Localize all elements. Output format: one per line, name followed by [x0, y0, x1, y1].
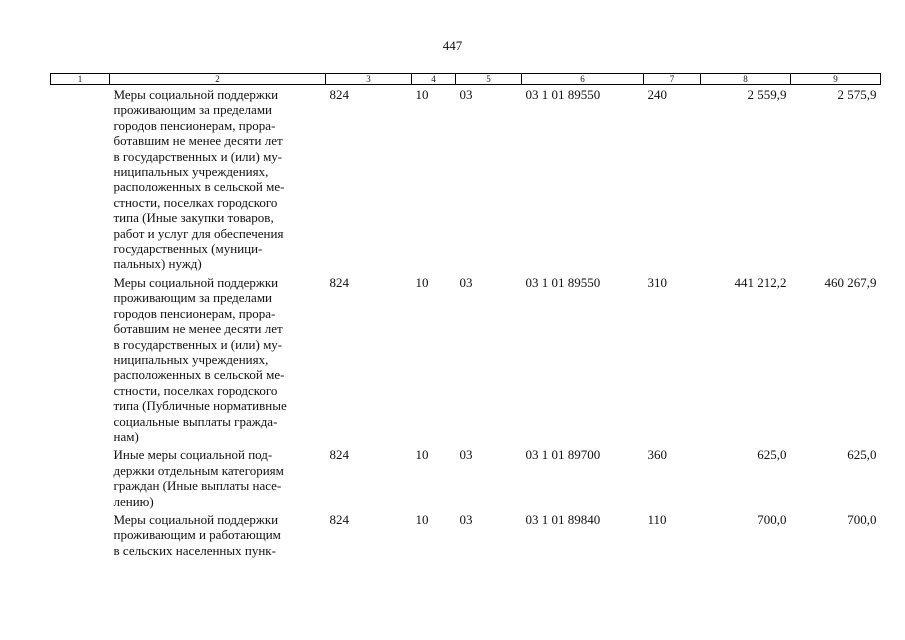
row-name-line: ниципальных учреждениях, [113, 164, 269, 180]
section-code-cell: 10 [415, 274, 429, 290]
ministry-code-cell: 824 [329, 447, 349, 463]
row-name-line: государственных (муници- [113, 241, 263, 257]
row-name-line: ботавшим не менее десяти лет [113, 321, 283, 337]
subsection-code-cell: 03 [459, 511, 473, 527]
expense-type-cell: 360 [647, 447, 667, 463]
row-name-cell [110, 273, 326, 445]
row-name-line: нам) [113, 428, 139, 444]
column-header-6: 6 [522, 74, 644, 85]
row-name-line: ниципальных учреждениях, [113, 351, 269, 367]
column-header-7: 7 [644, 74, 701, 85]
target-article-cell: 03 1 01 89700 [525, 447, 601, 463]
row-name-cell [110, 510, 326, 559]
row-name-line: Меры социальной поддержки [113, 511, 279, 527]
amount-year-1-cell: 625,0 [757, 447, 787, 463]
table-row [51, 510, 881, 559]
row-name-line: типа (Иные закупки товаров, [113, 210, 274, 226]
table-row [51, 85, 881, 273]
budget-table [50, 73, 881, 559]
amount-year-1-cell: 441 212,2 [734, 274, 787, 290]
row-name-line: расположенных в сельской ме- [113, 179, 285, 195]
row-name-line: в государственных и (или) му- [113, 148, 283, 164]
section-code-cell: 10 [415, 447, 429, 463]
row-name-cell [110, 85, 326, 273]
row-name-line: проживающим за пределами [113, 290, 273, 306]
expense-type-cell: 110 [647, 511, 667, 527]
subsection-code-cell: 03 [459, 447, 473, 463]
expense-type-cell: 240 [647, 87, 667, 102]
column-header-2: 2 [110, 74, 326, 85]
row-name-cell [110, 445, 326, 510]
section-code-cell: 10 [415, 511, 429, 527]
expense-type-cell: 310 [647, 274, 667, 290]
row-number-cell [51, 273, 110, 445]
target-article-cell: 03 1 01 89550 [525, 87, 601, 102]
row-name-line: Меры социальной поддержки [113, 274, 279, 290]
column-header-5: 5 [456, 74, 522, 85]
row-name-line: Меры социальной поддержки [113, 87, 279, 102]
amount-year-1-cell: 700,0 [757, 511, 787, 527]
row-number-cell [51, 445, 110, 510]
row-name-line: в государственных и (или) му- [113, 336, 283, 352]
row-name-line: стности, поселках городского [113, 194, 278, 210]
row-name-line: городов пенсионерам, прора- [113, 305, 276, 321]
row-number-cell [51, 85, 110, 273]
column-header-9: 9 [791, 74, 881, 85]
column-number-header-row [51, 74, 881, 85]
row-name-line: ботавшим не менее десяти лет [113, 133, 283, 149]
column-header-8: 8 [701, 74, 791, 85]
row-name-line: социальные выплаты гражда- [113, 413, 278, 429]
row-name-line: в сельских населенных пунк- [113, 542, 276, 558]
row-name-line: Иные меры социальной под- [113, 447, 273, 463]
row-name-line: пальных) нужд) [113, 256, 202, 272]
ministry-code-cell: 824 [329, 274, 349, 290]
column-header-1: 1 [51, 74, 110, 85]
row-name-line: типа (Публичные нормативные [113, 398, 287, 414]
row-name-line: городов пенсионерам, прора- [113, 117, 276, 133]
table-row [51, 445, 881, 510]
subsection-code-cell: 03 [459, 87, 473, 102]
column-header-4: 4 [412, 74, 456, 85]
target-article-cell: 03 1 01 89550 [525, 274, 601, 290]
ministry-code-cell: 824 [329, 511, 349, 527]
row-name-line: работ и услуг для обеспечения [113, 225, 284, 241]
column-header-3: 3 [326, 74, 412, 85]
row-name-line: расположенных в сельской ме- [113, 367, 285, 383]
target-article-cell: 03 1 01 89840 [525, 511, 601, 527]
amount-year-1-cell: 2 559,9 [747, 87, 787, 102]
section-code-cell: 10 [415, 87, 429, 102]
row-name-line: проживающим за пределами [113, 102, 273, 118]
amount-year-2-cell: 625,0 [847, 447, 877, 463]
row-name-line: лению) [113, 493, 154, 509]
row-name-line: держки отдельным категориям [113, 462, 284, 478]
subsection-code-cell: 03 [459, 274, 473, 290]
row-number-cell [51, 510, 110, 559]
table-row [51, 273, 881, 445]
amount-year-2-cell: 460 267,9 [824, 274, 877, 290]
amount-year-2-cell: 700,0 [847, 511, 877, 527]
page-number: 447 [442, 38, 463, 53]
row-name-line: граждан (Иные выплаты насе- [113, 478, 282, 494]
ministry-code-cell: 824 [329, 87, 349, 102]
row-name-line: стности, поселках городского [113, 382, 278, 398]
amount-year-2-cell: 2 575,9 [837, 87, 877, 102]
row-name-line: проживающим и работающим [113, 527, 281, 543]
